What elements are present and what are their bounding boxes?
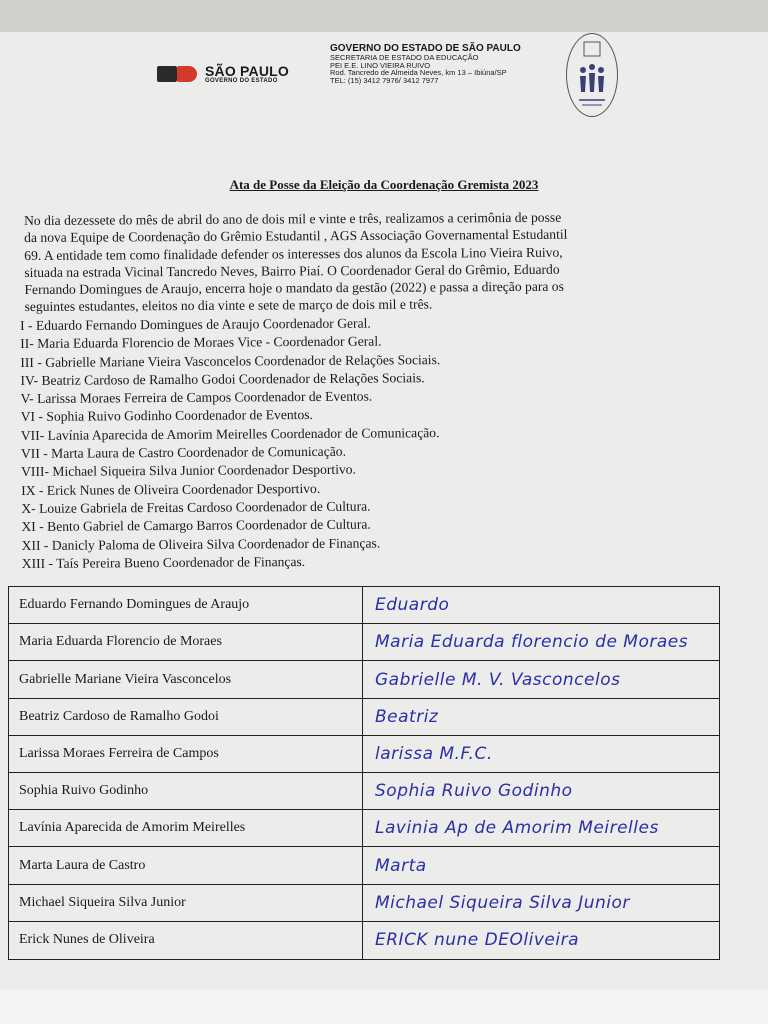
list-item: III - Gabrielle Mariane Vieira Vasconcelos Coordenador de Relações Sociais. (20, 351, 441, 370)
list-item: IV- Beatriz Cardoso de Ramalho Godoi Coordenador de Relações Sociais. (20, 370, 425, 388)
signer-name: Marta Laura de Castro (9, 847, 363, 883)
intro-paragraph (24, 208, 697, 316)
list-item: VII - Marta Laura de Castro Coordenador de Comunicação. (20, 443, 346, 462)
school-emblem-icon (566, 33, 618, 117)
list-item: XII - Danicly Paloma de Oliveira Silva Coordenador de Finanças. (21, 535, 381, 553)
list-item: VI - Sophia Ruivo Godinho Coordenador de Eventos. (20, 407, 313, 425)
list-item: VII- Lavínia Aparecida de Amorim Meirelles Coordenador de Comunicação. (20, 424, 440, 443)
table-row (9, 699, 719, 736)
signer-name: Lavínia Aparecida de Amorim Meirelles (9, 810, 363, 846)
signer-name: Gabrielle Mariane Vieira Vasconcelos (9, 661, 363, 697)
signer-name: Larissa Moraes Ferreira de Campos (9, 736, 363, 772)
document-title: Ata de Posse da Eleição da Coordenação Gremista 2023 (229, 177, 539, 192)
gov-line-4: Rod. Tancredo de Almeida Neves, km 13 – Ibiúna/SP (330, 68, 507, 77)
signer-name: Beatriz Cardoso de Ramalho Godoi (9, 699, 363, 735)
handwritten-signature: Maria Eduarda florencio de Moraes (375, 632, 689, 653)
handwritten-signature: Sophia Ruivo Godinho (375, 781, 573, 802)
signer-name: Sophia Ruivo Godinho (9, 773, 363, 809)
gov-line-5: TEL: (15) 3412 7976/ 3412 7977 (330, 75, 439, 85)
paragraph-line: No dia dezessete do mês de abril do ano de dois mil e vinte e três, realizamos a cerimônia de posse (24, 209, 562, 228)
signer-name: Maria Eduarda Florencio de Moraes (9, 624, 363, 660)
list-item: X- Louize Gabriela de Freitas Cardoso Coordenador de Cultura. (21, 498, 371, 516)
table-row (9, 922, 719, 959)
sao-paulo-logo (157, 64, 289, 84)
logo-title: SÃO PAULO (205, 63, 289, 79)
paragraph-line: situada na estrada Vicinal Tancredo Neves, Bairro Piaí. O Coordenador Geral do Grêmio, Eduardo (24, 261, 560, 280)
member-list (20, 313, 622, 573)
handwritten-signature: Eduardo (375, 595, 450, 616)
paragraph-line: Fernando Domingues de Araujo, encerra hoje o mandato da gestão (2022) e passa a direção para os (24, 278, 564, 298)
list-item: IX - Erick Nunes de Oliveira Coordenador Desportivo. (21, 480, 321, 498)
list-item: V- Larissa Moraes Ferreira de Campos Coordenador de Eventos. (20, 388, 373, 407)
signature-table (8, 586, 720, 960)
handwritten-signature: Beatriz (375, 706, 439, 727)
table-row (9, 847, 719, 884)
table-row (9, 810, 719, 847)
table-row (9, 624, 719, 661)
list-item: XI - Bento Gabriel de Camargo Barros Coordenador de Cultura. (21, 516, 371, 535)
handwritten-signature: Lavinia Ap de Amorim Meirelles (375, 818, 659, 839)
handwritten-signature: ERICK nune DEOliveira (375, 930, 579, 951)
paragraph-line: 69. A entidade tem como finalidade defender os interesses dos alunos da Escola Lino Vieira Ruivo, (24, 244, 563, 263)
signer-name: Michael Siqueira Silva Junior (9, 885, 363, 921)
handwritten-signature: Marta (375, 855, 427, 876)
gov-line-1: GOVERNO DO ESTADO DE SÃO PAULO (330, 43, 521, 54)
list-item: II- Maria Eduarda Florencio de Moraes Vice - Coordenador Geral. (20, 333, 382, 352)
sp-logo-mark-icon (157, 64, 199, 84)
bottom-margin (0, 990, 768, 1024)
gov-line-2: SECRETARIA DE ESTADO DA EDUCAÇÃO (330, 53, 479, 62)
logo-subtitle: GOVERNO DO ESTADO (205, 78, 278, 84)
handwritten-signature: larissa M.F.C. (375, 743, 493, 764)
signer-name: Erick Nunes de Oliveira (9, 922, 363, 959)
handwritten-signature: Michael Siqueira Silva Junior (375, 892, 630, 913)
government-header (330, 44, 521, 84)
signer-name: Eduardo Fernando Domingues de Araujo (9, 587, 363, 623)
table-row (9, 587, 719, 624)
handwritten-signature: Gabrielle M. V. Vasconcelos (375, 669, 621, 690)
paragraph-line: da nova Equipe de Coordenação do Grêmio Estudantil , AGS Associação Governamental Estudantil (24, 226, 568, 246)
table-row (9, 773, 719, 810)
gov-line-3: PEI E.E. LINO VIEIRA RUIVO (330, 60, 431, 70)
table-row (9, 885, 719, 922)
paragraph-line: seguintes estudantes, eleitos no dia vinte e sete de março de dois mil e três. (24, 296, 433, 315)
list-item: I - Eduardo Fernando Domingues de Araujo Coordenador Geral. (20, 315, 371, 333)
list-item: VIII- Michael Siqueira Silva Junior Coordenador Desportivo. (21, 462, 356, 480)
table-row (9, 661, 719, 698)
table-row (9, 736, 719, 773)
list-item: XIII - Taís Pereira Bueno Coordenador de Finanças. (21, 553, 306, 571)
